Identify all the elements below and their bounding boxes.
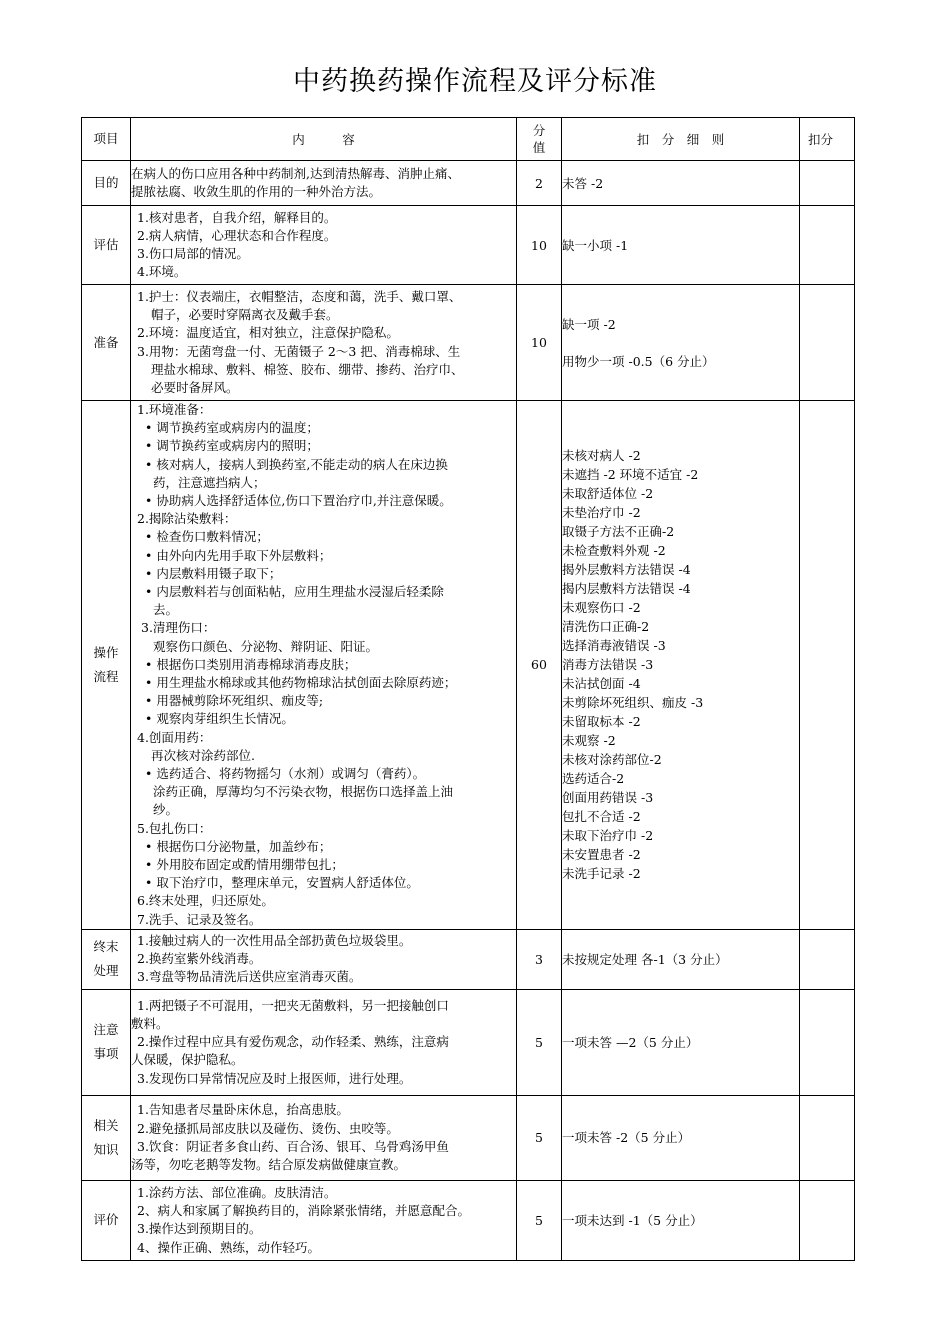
- table-row-knowledge: [82, 1095, 855, 1180]
- knowledge-line-1: 1.告知患者尽量卧床休息，抬高患肢。: [137, 1102, 349, 1118]
- page-title: 中药换药操作流程及评分标准: [293, 66, 657, 97]
- evaluate-line-4: 4、操作正确、熟练，动作轻巧。: [137, 1239, 320, 1255]
- knowledge-item-line2: 知识: [93, 1141, 119, 1157]
- prepare-line-4: 3.用物：无菌弯盘一付、无菌镊子 2～3 把、消毒棉球、生: [137, 343, 461, 359]
- operation-detail-14: 未剪除坏死组织、痂皮 -3: [562, 695, 704, 711]
- final-line-3: 3.弯盘等物品清洗后送供应室消毒灭菌。: [137, 969, 362, 985]
- operation-detail-21: 未取下治疗巾 -2: [562, 828, 654, 844]
- operation-line-26: • 外用胶布固定或酌情用绷带包扎；: [145, 857, 344, 873]
- operation-detail-18: 选药适合-2: [562, 771, 625, 787]
- operation-item: [82, 401, 131, 930]
- operation-line-8: • 检查伤口敷料情况；: [145, 529, 269, 545]
- final-item: [82, 929, 131, 989]
- operation-detail-9: 未观察伤口 -2: [562, 600, 641, 616]
- operation-deduct-cell: [800, 401, 855, 930]
- operation-line-24: 5.包扎伤口：: [137, 820, 212, 836]
- final-deduct-cell: [800, 929, 855, 989]
- operation-detail-7: 揭外层敷料方法错误 -4: [562, 562, 691, 578]
- evaluate-line-2: 2、病人和家属了解换药目的，消除紧张情绪，并愿意配合。: [137, 1203, 470, 1219]
- table-row-prepare: [82, 285, 855, 401]
- evaluate-detail: 一项未达到 -1（5 分止）: [562, 1180, 800, 1260]
- header-score-line1: 分: [532, 123, 546, 138]
- operation-line-15: • 根据伤口类别用消毒棉球消毒皮肤；: [145, 656, 357, 672]
- header-item: 项目: [82, 118, 131, 161]
- purpose-content: [131, 161, 517, 206]
- final-item-line2: 处理: [93, 963, 119, 979]
- prepare-detail-2: 用物少一项 -0.5（6 分止）: [562, 353, 715, 369]
- notes-deduct-cell: [800, 989, 855, 1095]
- evaluate-item: 评价: [82, 1180, 131, 1260]
- operation-detail-11: 选择消毒液错误 -3: [562, 638, 666, 654]
- operation-line-27: • 取下治疗巾，整理床单元，安置病人舒适体位。: [145, 875, 419, 891]
- table-header-row: [82, 118, 855, 161]
- purpose-deduct-cell: [800, 161, 855, 206]
- prepare-content: [131, 285, 517, 401]
- notes-line-4: 人保暖，保护隐私。: [131, 1052, 244, 1068]
- prepare-detail: [562, 285, 800, 401]
- table-row-purpose: [82, 161, 855, 206]
- operation-line-13: 3.清理伤口：: [141, 620, 216, 636]
- assess-deduct-cell: [800, 206, 855, 285]
- notes-item-line2: 事项: [93, 1046, 119, 1062]
- operation-line-23: 纱。: [153, 802, 179, 818]
- operation-detail-12: 消毒方法错误 -3: [562, 657, 654, 673]
- operation-content: [131, 401, 517, 930]
- header-deduct: 扣分: [800, 118, 855, 161]
- final-line-1: 1.接触过病人的一次性用品全部扔黄色垃圾袋里。: [137, 933, 412, 949]
- purpose-line-2: 提脓祛腐、收敛生肌的作用的一种外治方法。: [131, 184, 382, 199]
- operation-line-11: • 内层敷料若与创面粘帖，应用生理盐水浸湿后轻柔除: [145, 584, 444, 600]
- operation-line-4: • 核对病人，接病人到换药室,不能走动的病人在床边换: [145, 456, 448, 472]
- operation-item-line2: 流程: [93, 668, 119, 684]
- knowledge-line-4: 汤等，勿吃老鹅等发物。结合原发病做健康宣教。: [131, 1157, 407, 1173]
- knowledge-score: 5: [517, 1095, 562, 1180]
- scoring-table: [81, 117, 855, 1261]
- assess-detail: 缺一小项 -1: [562, 206, 800, 285]
- operation-line-16: • 用生理盐水棉球或其他药物棉球沾拭创面去除原药迹；: [145, 675, 457, 691]
- notes-line-2: 敷料。: [131, 1016, 169, 1032]
- purpose-detail: 未答 -2: [562, 161, 800, 206]
- purpose-line-1: 在病人的伤口应用各种中药制剂,达到清热解毒、消肿止痛、: [131, 165, 460, 181]
- prepare-line-5: 理盐水棉球、敷料、棉签、胶布、绷带、掺药、治疗巾、: [151, 361, 464, 377]
- knowledge-content: [131, 1095, 517, 1180]
- notes-item-line1: 注意: [93, 1022, 119, 1038]
- prepare-line-1: 1.护士：仪表端庄，衣帽整洁，态度和蔼，洗手、戴口罩、: [137, 288, 462, 304]
- notes-item: [82, 989, 131, 1095]
- table-row-final: [82, 929, 855, 989]
- operation-line-12: 去。: [153, 602, 179, 618]
- final-line-2: 2.换药室紫外线消毒。: [137, 951, 262, 967]
- operation-line-17: • 用器械剪除坏死组织、痂皮等;: [145, 693, 324, 709]
- operation-detail-17: 未核对涂药部位-2: [562, 752, 662, 768]
- table-row-operation: [82, 401, 855, 930]
- knowledge-line-3: 3.饮食：阴证者多食山药、百合汤、银耳、乌骨鸡汤甲鱼: [137, 1138, 449, 1154]
- assess-item: 评估: [82, 206, 131, 285]
- table-row-evaluate: [82, 1180, 855, 1260]
- operation-detail-19: 创面用药错误 -3: [562, 790, 654, 806]
- final-content: [131, 929, 517, 989]
- operation-detail-3: 未取舒适体位 -2: [562, 486, 654, 502]
- operation-score: 60: [517, 401, 562, 930]
- final-detail: 未按规定处理 各-1（3 分止）: [562, 929, 800, 989]
- operation-line-28: 6.终末处理，归还原处。: [137, 893, 274, 909]
- operation-detail-15: 未留取标本 -2: [562, 714, 641, 730]
- operation-line-10: • 内层敷料用镊子取下；: [145, 565, 282, 581]
- evaluate-line-3: 3.操作达到预期目的。: [137, 1221, 262, 1237]
- operation-line-20: 再次核对涂药部位.: [151, 747, 255, 763]
- purpose-item: 目的: [82, 161, 131, 206]
- assess-content: [131, 206, 517, 285]
- operation-detail-20: 包扎不合适 -2: [562, 809, 641, 825]
- prepare-line-3: 2.环境：温度适宜，相对独立，注意保护隐私。: [137, 325, 399, 341]
- operation-line-6: • 协助病人选择舒适体位,伤口下置治疗巾,并注意保暖。: [145, 493, 452, 509]
- evaluate-content: [131, 1180, 517, 1260]
- operation-line-18: • 观察肉芽组织生长情况。: [145, 711, 294, 727]
- header-score: [517, 118, 562, 161]
- operation-line-1: 1.环境准备：: [137, 402, 212, 417]
- evaluate-deduct-cell: [800, 1180, 855, 1260]
- operation-line-5: 药，注意遮挡病人；: [153, 474, 266, 490]
- operation-detail-16: 未观察 -2: [562, 733, 616, 749]
- notes-content: [131, 989, 517, 1095]
- operation-detail-22: 未安置患者 -2: [562, 847, 641, 863]
- knowledge-item: [82, 1095, 131, 1180]
- operation-item-line1: 操作: [93, 644, 119, 660]
- prepare-item: 准备: [82, 285, 131, 401]
- purpose-score: 2: [517, 161, 562, 206]
- assess-line-2: 2.病人病情，心理状态和合作程度。: [137, 227, 337, 243]
- operation-line-2: • 调节换药室或病房内的温度；: [145, 420, 319, 436]
- operation-detail: [562, 401, 800, 930]
- evaluate-line-1: 1.涂药方法、部位准确。皮肤清洁。: [137, 1184, 337, 1200]
- operation-detail-23: 未洗手记录 -2: [562, 866, 641, 882]
- operation-line-21: • 选药适合、将药物摇匀（水剂）或调匀（膏药）。: [145, 766, 426, 782]
- assess-score: 10: [517, 206, 562, 285]
- operation-detail-10: 清洗伤口正确-2: [562, 619, 650, 635]
- operation-detail-8: 揭内层敷料方法错误 -4: [562, 581, 691, 597]
- assess-line-4: 4.环境。: [137, 264, 187, 280]
- operation-detail-4: 未垫治疗巾 -2: [562, 505, 641, 521]
- prepare-line-6: 必要时备屏风。: [151, 379, 239, 395]
- operation-line-3: • 调节换药室或病房内的照明；: [145, 438, 319, 454]
- table-row-notes: [82, 989, 855, 1095]
- operation-detail-13: 未沾拭创面 -4: [562, 676, 641, 692]
- operation-line-25: • 根据伤口分泌物量，加盖纱布；: [145, 838, 332, 854]
- operation-detail-2: 未遮挡 -2 环境不适宜 -2: [562, 467, 699, 483]
- knowledge-detail: 一项未答 -2（5 分止）: [562, 1095, 800, 1180]
- assess-line-1: 1.核对患者，自我介绍，解释目的。: [137, 209, 337, 225]
- knowledge-deduct-cell: [800, 1095, 855, 1180]
- operation-line-29: 7.洗手、记录及签名。: [137, 911, 262, 927]
- table-row-assess: [82, 206, 855, 285]
- prepare-line-2: 帽子，必要时穿隔离衣及戴手套。: [151, 307, 339, 323]
- notes-line-5: 3.发现伤口异常情况应及时上报医师，进行处理。: [137, 1070, 412, 1086]
- final-score: 3: [517, 929, 562, 989]
- operation-line-9: • 由外向内先用手取下外层敷料；: [145, 547, 332, 563]
- notes-detail: 一项未答 —2（5 分止）: [562, 989, 800, 1095]
- operation-detail-1: 未核对病人 -2: [562, 448, 641, 464]
- operation-detail-6: 未检查敷料外观 -2: [562, 543, 666, 559]
- knowledge-item-line1: 相关: [93, 1117, 119, 1133]
- operation-line-19: 4.创面用药：: [137, 729, 212, 745]
- notes-line-3: 2.操作过程中应具有爱伤观念，动作轻柔、熟练，注意病: [137, 1034, 449, 1050]
- header-content: 内 容: [131, 118, 517, 161]
- operation-detail-5: 取镊子方法不正确-2: [562, 524, 675, 540]
- evaluate-score: 5: [517, 1180, 562, 1260]
- header-detail: 扣 分 细 则: [562, 118, 800, 161]
- notes-score: 5: [517, 989, 562, 1095]
- prepare-deduct-cell: [800, 285, 855, 401]
- header-score-line2: 值: [532, 140, 546, 155]
- knowledge-line-2: 2.避免搔抓局部皮肤以及碰伤、烫伤、虫咬等。: [137, 1120, 399, 1136]
- final-item-line1: 终末: [93, 939, 119, 955]
- prepare-score: 10: [517, 285, 562, 401]
- operation-line-22: 涂药正确，厚薄均匀不污染衣物，根据伤口选择盖上油: [153, 784, 454, 800]
- assess-line-3: 3.伤口局部的情况。: [137, 246, 249, 261]
- prepare-detail-1: 缺一项 -2: [562, 316, 616, 332]
- notes-line-1: 1.两把镊子不可混用，一把夹无菌敷料，另一把接触创口: [137, 997, 449, 1013]
- operation-line-14: 观察伤口颜色、分泌物、辩阴证、阳证。: [153, 638, 379, 654]
- operation-line-7: 2.揭除沾染敷料：: [137, 511, 237, 527]
